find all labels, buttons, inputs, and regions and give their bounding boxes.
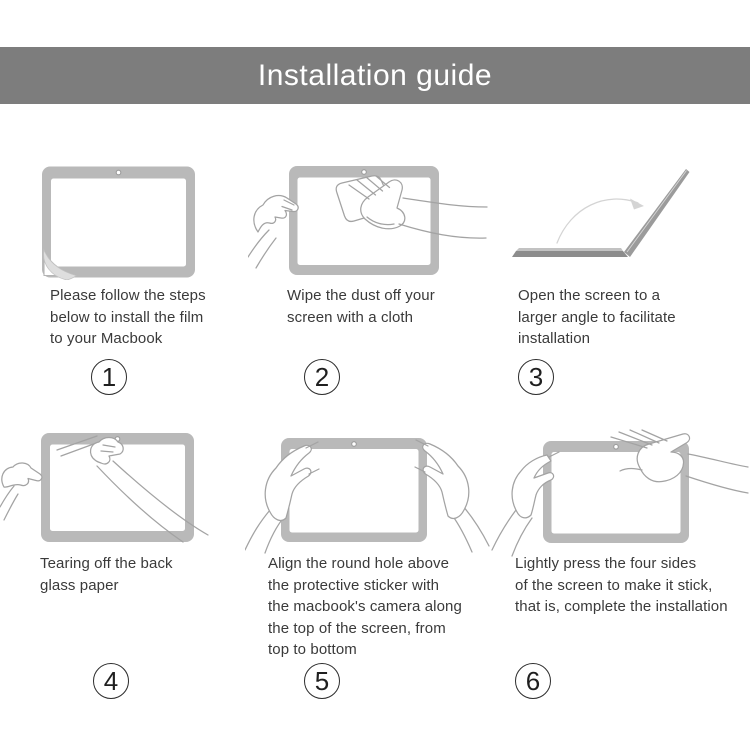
caption-line: Lightly press the four sides <box>515 555 697 572</box>
hands-pressing-four-sides-icon <box>490 428 750 558</box>
caption-line: larger angle to facilitate <box>518 308 676 326</box>
caption-line: Align the round hole above <box>268 555 450 572</box>
screen-with-film-corner-peeling-icon <box>41 165 196 280</box>
tablet-frame <box>42 167 195 278</box>
step-number: 4 <box>103 665 119 696</box>
step-number-badge <box>518 359 554 395</box>
caption-line: below to install the film <box>50 308 204 326</box>
step-number: 1 <box>101 361 117 392</box>
laptop-lid <box>624 169 690 257</box>
hands-tearing-back-paper-icon <box>0 425 245 555</box>
caption-line: Tearing off the back <box>40 555 173 572</box>
step-caption <box>40 553 173 596</box>
step-number: 2 <box>314 361 330 392</box>
banner-title: Installation guide <box>257 58 493 92</box>
laptop-base <box>512 248 628 257</box>
step-caption <box>287 285 435 328</box>
step-number-badge <box>515 663 551 699</box>
laptop-opened-wide-angle-icon <box>503 158 703 273</box>
step-number-badge <box>304 359 340 395</box>
caption-line: that is, complete the installation <box>515 598 728 615</box>
step-number-badge <box>304 663 340 699</box>
caption-line: to your Macbook <box>50 330 163 347</box>
caption-line: top to bottom <box>268 641 357 658</box>
caption-line: Please follow the steps <box>50 287 206 304</box>
holding-hand-icon <box>0 463 42 520</box>
banner <box>0 47 750 104</box>
caption-line: screen with a cloth <box>287 308 414 326</box>
caption-line: the protective sticker with <box>268 576 440 594</box>
step-number: 5 <box>314 665 330 696</box>
step-2 <box>248 150 488 420</box>
hands-aligning-film-from-top-icon <box>245 430 490 555</box>
caption-line: the macbook's camera along <box>268 598 462 615</box>
step-5 <box>245 420 490 720</box>
caption-line: installation <box>518 330 591 347</box>
caption-line: Open the screen to a <box>518 287 661 304</box>
step-4 <box>0 420 245 720</box>
step-1 <box>20 150 240 420</box>
step-caption <box>515 553 728 618</box>
step-caption <box>50 285 206 350</box>
caption-line: glass paper <box>40 576 119 594</box>
step-caption <box>268 553 462 661</box>
step-caption <box>518 285 676 350</box>
hands-wiping-screen-with-cloth-icon <box>248 160 488 285</box>
open-direction-arrow-icon <box>557 199 644 244</box>
step-number-badge <box>93 663 129 699</box>
caption-line: Wipe the dust off your <box>287 287 435 304</box>
step-number-badge <box>91 359 127 395</box>
caption-line: the top of the screen, from <box>268 619 446 637</box>
step-number: 6 <box>525 665 541 696</box>
step-3 <box>495 150 750 420</box>
caption-line: of the screen to make it stick, <box>515 576 713 594</box>
step-6 <box>490 420 750 720</box>
step-number: 3 <box>528 361 544 392</box>
